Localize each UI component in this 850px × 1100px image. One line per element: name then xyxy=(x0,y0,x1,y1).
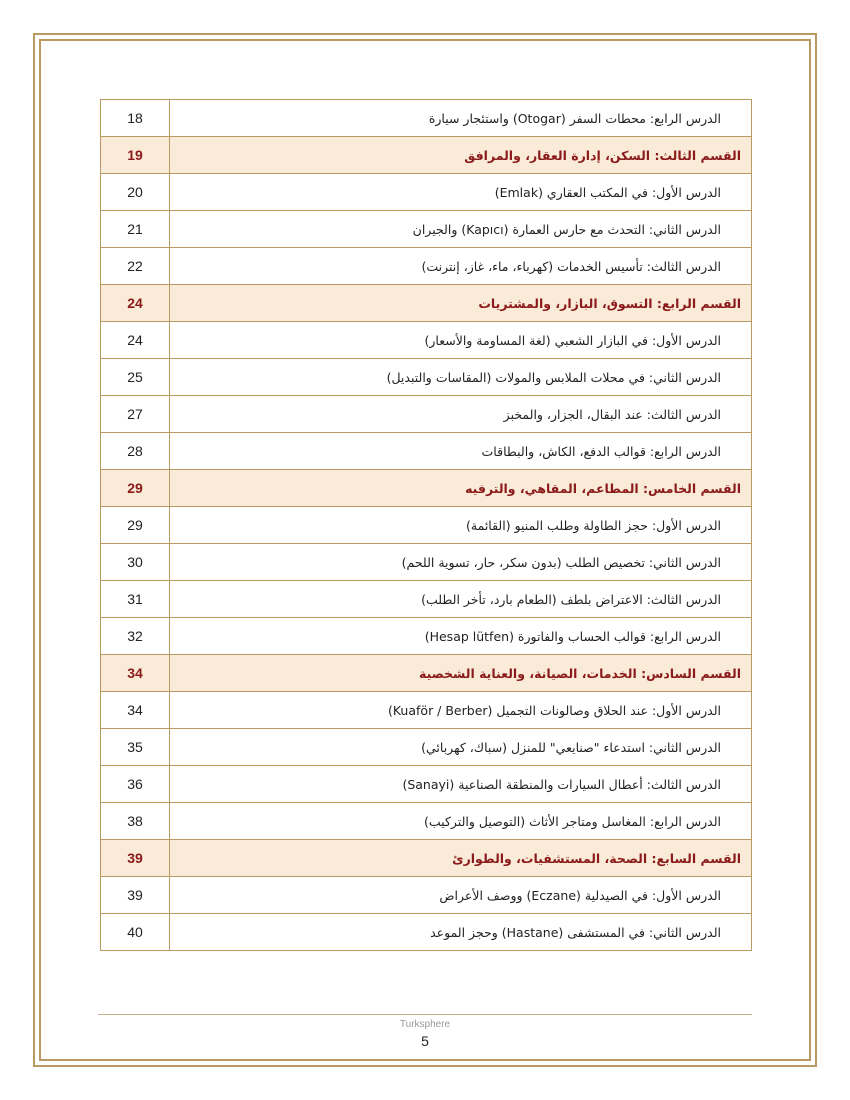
toc-lesson-row xyxy=(101,248,752,285)
toc-lesson-row xyxy=(101,100,752,137)
toc-lesson-row xyxy=(101,803,752,840)
toc-lesson-row xyxy=(101,174,752,211)
toc-lesson-title: الدرس الرابع: المغاسل ومتاجر الأثاث (التوصيل والتركيب) xyxy=(170,803,752,840)
toc-page-number: 21 xyxy=(101,211,170,248)
toc-lesson-title: الدرس الثالث: أعطال السيارات والمنطقة الصناعية (Sanayi) xyxy=(170,766,752,803)
toc-page-number: 40 xyxy=(101,914,170,951)
toc-page-number: 35 xyxy=(101,729,170,766)
toc-lesson-row xyxy=(101,692,752,729)
toc-lesson-row xyxy=(101,914,752,951)
toc-page-number: 39 xyxy=(101,877,170,914)
toc-page-number: 31 xyxy=(101,581,170,618)
toc-lesson-title: الدرس الثالث: عند البقال، الجزار، والمخبز xyxy=(170,396,752,433)
toc-section-title: القسم الخامس: المطاعم، المقاهي، والترفيه xyxy=(170,470,752,507)
toc-section-row xyxy=(101,470,752,507)
toc-lesson-row xyxy=(101,544,752,581)
toc-section-row xyxy=(101,840,752,877)
toc-lesson-title: الدرس الثاني: استدعاء "صنايعي" للمنزل (سباك، كهربائي) xyxy=(170,729,752,766)
toc-lesson-title: الدرس الثالث: الاعتراض بلطف (الطعام بارد، تأخر الطلب) xyxy=(170,581,752,618)
toc-lesson-title: الدرس الثاني: تخصيص الطلب (بدون سكر، حار، تسوية اللحم) xyxy=(170,544,752,581)
toc-lesson-row xyxy=(101,766,752,803)
toc-lesson-title: الدرس الرابع: قوالب الحساب والفاتورة (Hesap lütfen) xyxy=(170,618,752,655)
toc-lesson-title: الدرس الثاني: التحدث مع حارس العمارة (Kapıcı) والجيران xyxy=(170,211,752,248)
toc-page-number: 18 xyxy=(101,100,170,137)
toc-lesson-title: الدرس الأول: عند الحلاق وصالونات التجميل (Kuaför / Berber) xyxy=(170,692,752,729)
toc-lesson-row xyxy=(101,618,752,655)
toc-lesson-title: الدرس الأول: حجز الطاولة وطلب المنيو (القائمة) xyxy=(170,507,752,544)
toc-page-number: 24 xyxy=(101,285,170,322)
toc-lesson-title: الدرس الأول: في البازار الشعبي (لغة المساومة والأسعار) xyxy=(170,322,752,359)
toc-lesson-title: الدرس الأول: في المكتب العقاري (Emlak) xyxy=(170,174,752,211)
toc-lesson-row xyxy=(101,359,752,396)
toc-section-title: القسم الثالث: السكن، إدارة العقار، والمرافق xyxy=(170,137,752,174)
footer-brand: Turksphere xyxy=(399,1019,451,1030)
toc-lesson-row xyxy=(101,507,752,544)
toc-page-number: 24 xyxy=(101,322,170,359)
toc-page-number: 20 xyxy=(101,174,170,211)
toc-page-number: 32 xyxy=(101,618,170,655)
toc-page-number: 22 xyxy=(101,248,170,285)
toc-page-number: 34 xyxy=(101,692,170,729)
toc-lesson-row xyxy=(101,877,752,914)
toc-section-row xyxy=(101,285,752,322)
toc-lesson-row xyxy=(101,433,752,470)
toc-page-number: 34 xyxy=(101,655,170,692)
toc-lesson-title: الدرس الأول: في الصيدلية (Eczane) ووصف الأعراض xyxy=(170,877,752,914)
toc-page-number: 27 xyxy=(101,396,170,433)
toc-lesson-row xyxy=(101,729,752,766)
toc-page-number: 19 xyxy=(101,137,170,174)
toc-lesson-row xyxy=(101,322,752,359)
toc-lesson-row xyxy=(101,581,752,618)
toc-page-number: 29 xyxy=(101,507,170,544)
toc-lesson-row xyxy=(101,211,752,248)
toc-lesson-title: الدرس الرابع: محطات السفر (Otogar) واستئجار سيارة xyxy=(170,100,752,137)
page-number: 5 xyxy=(421,1033,429,1049)
toc-section-row xyxy=(101,655,752,692)
toc-lesson-title: الدرس الرابع: قوالب الدفع، الكاش، والبطاقات xyxy=(170,433,752,470)
toc-lesson-row xyxy=(101,396,752,433)
toc-body xyxy=(101,100,752,951)
toc-page-number: 28 xyxy=(101,433,170,470)
toc-lesson-title: الدرس الثاني: في محلات الملابس والمولات (المقاسات والتبديل) xyxy=(170,359,752,396)
toc-page-number: 25 xyxy=(101,359,170,396)
footer-divider xyxy=(98,1014,752,1015)
toc-section-title: القسم السادس: الخدمات، الصيانة، والعناية الشخصية xyxy=(170,655,752,692)
toc-page-number: 38 xyxy=(101,803,170,840)
toc-page-number: 30 xyxy=(101,544,170,581)
toc-section-row xyxy=(101,137,752,174)
toc-lesson-title: الدرس الثاني: في المستشفى (Hastane) وحجز الموعد xyxy=(170,914,752,951)
table-of-contents xyxy=(100,99,752,951)
toc-section-title: القسم السابع: الصحة، المستشفيات، والطوارئ xyxy=(170,840,752,877)
toc-page-number: 36 xyxy=(101,766,170,803)
toc-page-number: 39 xyxy=(101,840,170,877)
toc-section-title: القسم الرابع: التسوق، البازار، والمشتريات xyxy=(170,285,752,322)
toc-lesson-title: الدرس الثالث: تأسيس الخدمات (كهرباء، ماء، غاز، إنترنت) xyxy=(170,248,752,285)
toc-page-number: 29 xyxy=(101,470,170,507)
